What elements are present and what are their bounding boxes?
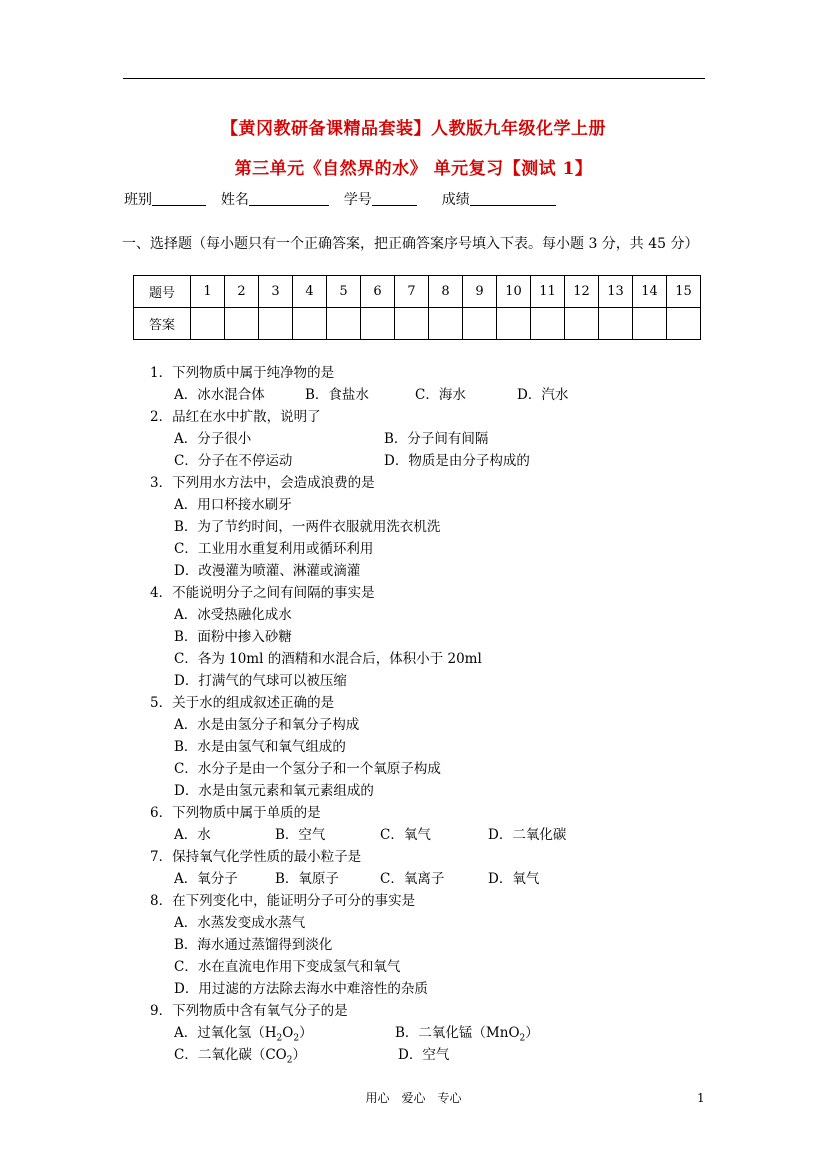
answer-cell[interactable] xyxy=(191,308,225,340)
answer-cell[interactable] xyxy=(565,308,599,340)
q7-option-a: A．氧分子 xyxy=(174,871,238,887)
header-rule xyxy=(123,78,705,79)
question-number-cell: 4 xyxy=(293,276,327,308)
question-list xyxy=(150,362,569,1066)
q9-a-mid: O xyxy=(282,1025,294,1041)
answer-cell[interactable] xyxy=(293,308,327,340)
q4-option-a: A．冰受热融化成水 xyxy=(174,607,292,623)
question-number-cell: 15 xyxy=(667,276,701,308)
answer-cell[interactable] xyxy=(395,308,429,340)
name-blank[interactable] xyxy=(249,191,329,206)
q4-option-c: C．各为 10ml 的酒精和水混合后，体积小于 20ml xyxy=(174,651,482,667)
question-7-stem: 7．保持氧气化学性质的最小粒子是 xyxy=(150,849,362,865)
question-6-stem: 6．下列物质中属于单质的是 xyxy=(150,805,321,821)
q9-a-sub1: 2 xyxy=(276,1033,283,1044)
q5-option-d: D．水是由氢元素和氧元素组成的 xyxy=(174,783,374,799)
question-1-stem: 1．下列物质中属于纯净物的是 xyxy=(150,365,335,381)
question-1-options xyxy=(150,384,569,406)
question-9-options-cd xyxy=(150,1044,482,1066)
q9-b-pre: B．二氧化锰（MnO xyxy=(395,1025,520,1041)
answer-cell[interactable] xyxy=(225,308,259,340)
q1-option-b: B．食盐水 xyxy=(305,387,369,403)
answer-cell[interactable] xyxy=(429,308,463,340)
question-number-cell: 13 xyxy=(599,276,633,308)
q1-option-a: A．冰水混合体 xyxy=(174,387,265,403)
document-title: 【黄冈教研备课精品套装】人教版九年级化学上册 xyxy=(221,119,606,139)
page-number: 1 xyxy=(697,1091,705,1105)
answer-cell[interactable] xyxy=(599,308,633,340)
question-number-cell: 14 xyxy=(633,276,667,308)
q9-a-post: ） xyxy=(299,1025,313,1041)
q8-option-d: D．用过滤的方法除去海水中难溶性的杂质 xyxy=(174,981,428,997)
q9-c-sub: 2 xyxy=(286,1055,293,1066)
q6-option-b: B．空气 xyxy=(275,827,326,843)
q6-option-a: A．水 xyxy=(174,827,211,843)
q3-option-b: B．为了节约时间，一两件衣服就用洗衣机洗 xyxy=(174,519,441,535)
score-blank[interactable] xyxy=(470,191,556,206)
q2-option-d: D．物质是由分子构成的 xyxy=(384,453,530,469)
q2-option-c: C．分子在不停运动 xyxy=(174,453,293,469)
answer-cell[interactable] xyxy=(463,308,497,340)
q8-option-b: B．海水通过蒸馏得到淡化 xyxy=(174,937,333,953)
q5-option-b: B．水是由氢气和氧气组成的 xyxy=(174,739,346,755)
q5-option-a: A．水是由氢分子和氧分子构成 xyxy=(174,717,360,733)
q1-option-c: C．海水 xyxy=(415,387,466,403)
answer-cell[interactable] xyxy=(497,308,531,340)
answer-cell[interactable] xyxy=(361,308,395,340)
q2-option-b: B．分子间有间隔 xyxy=(384,431,489,447)
q7-option-c: C．氧离子 xyxy=(380,871,445,887)
question-4-stem: 4．不能说明分子之间有间隔的事实是 xyxy=(150,585,375,601)
score-label: 成绩 xyxy=(441,192,470,208)
question-3-stem: 3．下列用水方法中，会造成浪费的是 xyxy=(150,475,375,491)
question-number-cell: 5 xyxy=(327,276,361,308)
q8-option-c: C．水在直流电作用下变成氢气和氧气 xyxy=(174,959,401,975)
q5-option-c: C．水分子是由一个氢分子和一个氧原子构成 xyxy=(174,761,441,777)
question-2-options-ab xyxy=(150,428,489,450)
section-instruction: 一、选择题（每小题只有一个正确答案，把正确答案序号填入下表。每小题 3 分，共 45 分） xyxy=(122,236,699,252)
answer-table-answer-row xyxy=(134,308,701,340)
q8-option-a: A．水蒸发变成水蒸气 xyxy=(174,915,306,931)
question-number-cell: 1 xyxy=(191,276,225,308)
question-number-cell: 3 xyxy=(259,276,293,308)
q9-c-post: ） xyxy=(292,1047,306,1063)
answer-cell[interactable] xyxy=(633,308,667,340)
question-2-options-cd xyxy=(150,450,530,472)
student-id-label: 学号 xyxy=(343,192,372,208)
q9-option-d: D．空气 xyxy=(398,1047,450,1063)
answer-row-header: 答案 xyxy=(134,308,191,340)
q9-b-post: ） xyxy=(525,1025,539,1041)
q4-option-b: B．面粉中掺入砂糖 xyxy=(174,629,292,645)
student-info-line xyxy=(124,189,556,209)
q2-option-a: A．分子很小 xyxy=(174,431,252,447)
answer-cell[interactable] xyxy=(327,308,361,340)
q1-option-d: D．汽水 xyxy=(517,387,569,403)
q9-a-sub2: 2 xyxy=(293,1033,300,1044)
q6-option-c: C．氧气 xyxy=(380,827,431,843)
question-8-stem: 8．在下列变化中，能证明分子可分的事实是 xyxy=(150,893,416,909)
student-id-blank[interactable] xyxy=(372,191,417,206)
answer-cell[interactable] xyxy=(531,308,565,340)
question-number-cell: 10 xyxy=(497,276,531,308)
question-5-stem: 5．关于水的组成叙述正确的是 xyxy=(150,695,335,711)
answer-cell[interactable] xyxy=(667,308,701,340)
q3-option-c: C．工业用水重复利用或循环利用 xyxy=(174,541,374,557)
q7-option-b: B．氧原子 xyxy=(275,871,339,887)
document-subtitle: 第三单元《自然界的水》 单元复习【测试 1】 xyxy=(234,159,593,179)
q3-option-a: A．用口杯接水刷牙 xyxy=(174,497,292,513)
q9-c-pre: C．二氧化碳（CO xyxy=(174,1047,287,1063)
question-number-cell: 12 xyxy=(565,276,599,308)
answer-table-number-row xyxy=(134,276,701,308)
q6-option-d: D．二氧化碳 xyxy=(488,827,567,843)
answer-table xyxy=(133,275,701,340)
question-2-stem: 2．品红在水中扩散，说明了 xyxy=(150,409,321,425)
class-blank[interactable] xyxy=(152,191,206,206)
question-number-cell: 9 xyxy=(463,276,497,308)
number-row-header: 题号 xyxy=(134,276,191,308)
q9-a-pre: A．过氧化氢（H xyxy=(174,1025,277,1041)
class-label: 班别 xyxy=(124,192,152,208)
q4-option-d: D．打满气的气球可以被压缩 xyxy=(174,673,347,689)
question-9-stem: 9．下列物质中含有氧气分子的是 xyxy=(150,1003,348,1019)
question-6-options xyxy=(150,824,567,846)
q7-option-d: D．氧气 xyxy=(488,871,540,887)
question-number-cell: 7 xyxy=(395,276,429,308)
question-9-options-ab xyxy=(150,1022,539,1044)
page-footer: 用心 爱心 专心 xyxy=(365,1091,462,1105)
question-number-cell: 8 xyxy=(429,276,463,308)
question-number-cell: 11 xyxy=(531,276,565,308)
question-number-cell: 2 xyxy=(225,276,259,308)
q3-option-d: D．改漫灌为喷灌、淋灌或滴灌 xyxy=(174,563,361,579)
q9-option-c xyxy=(174,1044,306,1072)
name-label: 姓名 xyxy=(220,192,249,208)
question-7-options xyxy=(150,868,540,890)
answer-cell[interactable] xyxy=(259,308,293,340)
question-number-cell: 6 xyxy=(361,276,395,308)
q9-b-sub: 2 xyxy=(519,1033,526,1044)
